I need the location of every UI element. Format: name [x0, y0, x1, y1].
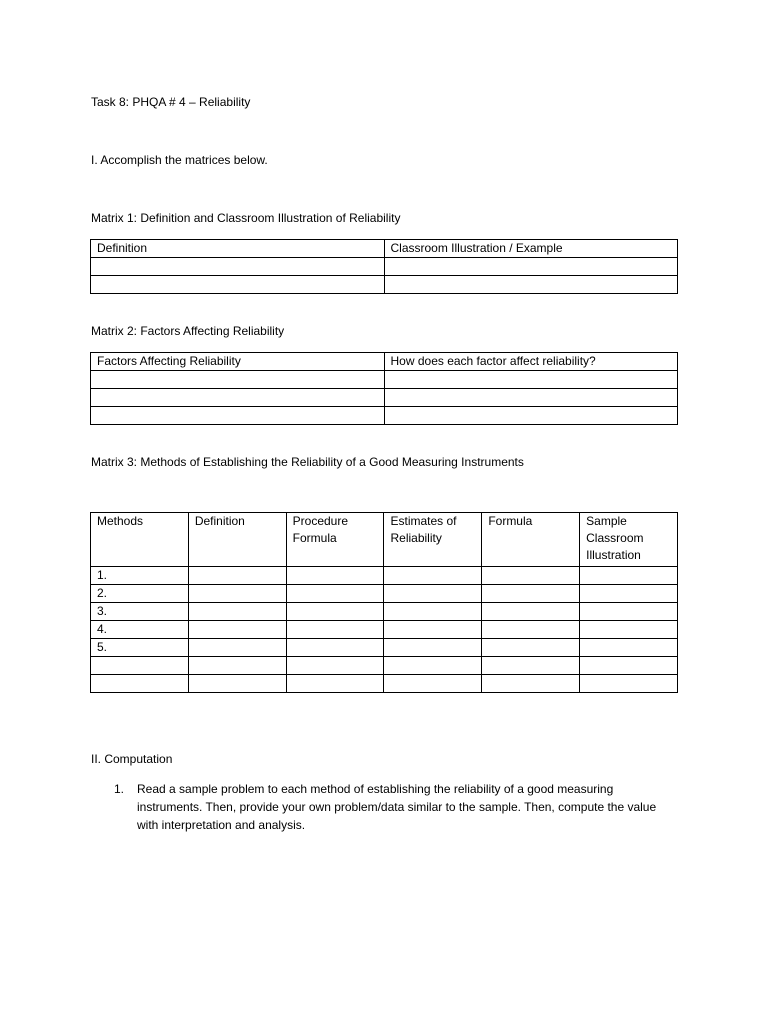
table-row [91, 407, 678, 425]
row-label-cell: 3. [91, 603, 189, 621]
table-cell[interactable] [188, 567, 286, 585]
table-cell[interactable] [188, 585, 286, 603]
table-cell[interactable] [482, 621, 580, 639]
header-cell: Methods [91, 513, 189, 567]
table-cell[interactable] [482, 567, 580, 585]
table-cell[interactable] [384, 639, 482, 657]
table-cell[interactable] [580, 675, 678, 693]
header-cell: Procedure Formula [286, 513, 384, 567]
table-cell[interactable] [384, 603, 482, 621]
table-row [91, 657, 678, 675]
table-cell[interactable] [580, 621, 678, 639]
table-cell[interactable] [286, 567, 384, 585]
table-header-row [91, 240, 678, 258]
table-row [91, 675, 678, 693]
table-row [91, 258, 678, 276]
table-cell[interactable] [384, 585, 482, 603]
table-cell[interactable] [580, 657, 678, 675]
section-1-title: I. Accomplish the matrices below. [91, 153, 268, 167]
row-label-cell: 5. [91, 639, 189, 657]
header-cell: Factors Affecting Reliability [91, 353, 385, 371]
table-cell[interactable] [286, 639, 384, 657]
table-row [91, 639, 678, 657]
table-row [91, 371, 678, 389]
table-row [91, 621, 678, 639]
matrix-1-caption: Matrix 1: Definition and Classroom Illustration of Reliability [91, 211, 401, 225]
table-cell[interactable] [482, 603, 580, 621]
task-title: Task 8: PHQA # 4 – Reliability [91, 95, 251, 109]
table-cell[interactable] [580, 567, 678, 585]
header-cell: Definition [91, 240, 385, 258]
table-cell[interactable] [384, 675, 482, 693]
table-cell[interactable] [188, 657, 286, 675]
table-cell[interactable] [188, 621, 286, 639]
table-cell[interactable] [384, 371, 678, 389]
table-row [91, 567, 678, 585]
table-cell[interactable] [580, 585, 678, 603]
table-cell[interactable] [286, 585, 384, 603]
matrix-2-table [90, 352, 678, 425]
table-cell[interactable] [384, 389, 678, 407]
table-cell[interactable] [91, 389, 385, 407]
matrix-3-body [91, 567, 678, 693]
row-label-cell: 2. [91, 585, 189, 603]
table-cell[interactable] [482, 657, 580, 675]
table-cell[interactable] [286, 675, 384, 693]
row-label-cell: 4. [91, 621, 189, 639]
table-header-row [91, 513, 678, 567]
table-cell[interactable] [580, 603, 678, 621]
header-cell: Formula [482, 513, 580, 567]
table-cell[interactable] [286, 657, 384, 675]
table-cell[interactable] [384, 621, 482, 639]
row-label-cell [91, 675, 189, 693]
table-cell[interactable] [384, 276, 678, 294]
list-item-number: 1. [114, 782, 125, 796]
matrix-1-table [90, 239, 678, 294]
table-cell[interactable] [482, 675, 580, 693]
table-cell[interactable] [91, 276, 385, 294]
row-label-cell [91, 657, 189, 675]
table-row [91, 389, 678, 407]
table-row [91, 603, 678, 621]
table-cell[interactable] [91, 258, 385, 276]
header-cell: Estimates of Reliability [384, 513, 482, 567]
table-cell[interactable] [384, 407, 678, 425]
header-cell: Definition [188, 513, 286, 567]
table-cell[interactable] [384, 567, 482, 585]
table-cell[interactable] [286, 621, 384, 639]
list-item-text: Read a sample problem to each method of establishing the reliability of a good measuring instruments. Then, provide your own problem/data similar to the sample. Then, compute the value with interpretation and analysis. [137, 782, 657, 832]
table-cell[interactable] [384, 657, 482, 675]
table-cell[interactable] [188, 675, 286, 693]
table-cell[interactable] [188, 603, 286, 621]
table-cell[interactable] [482, 639, 580, 657]
table-row [91, 585, 678, 603]
header-cell: How does each factor affect reliability? [384, 353, 678, 371]
table-cell[interactable] [188, 639, 286, 657]
matrix-2-caption: Matrix 2: Factors Affecting Reliability [91, 324, 285, 338]
row-label-cell: 1. [91, 567, 189, 585]
table-header-row [91, 353, 678, 371]
table-row [91, 276, 678, 294]
header-cell: Classroom Illustration / Example [384, 240, 678, 258]
table-cell[interactable] [482, 585, 580, 603]
table-cell[interactable] [286, 603, 384, 621]
table-cell[interactable] [384, 258, 678, 276]
table-cell[interactable] [580, 639, 678, 657]
matrix-3-caption: Matrix 3: Methods of Establishing the Reliability of a Good Measuring Instruments [91, 455, 524, 469]
header-cell: Sample Classroom Illustration [580, 513, 678, 567]
matrix-3-table [90, 512, 678, 693]
section-2-title: II. Computation [91, 752, 173, 766]
table-cell[interactable] [91, 407, 385, 425]
table-cell[interactable] [91, 371, 385, 389]
